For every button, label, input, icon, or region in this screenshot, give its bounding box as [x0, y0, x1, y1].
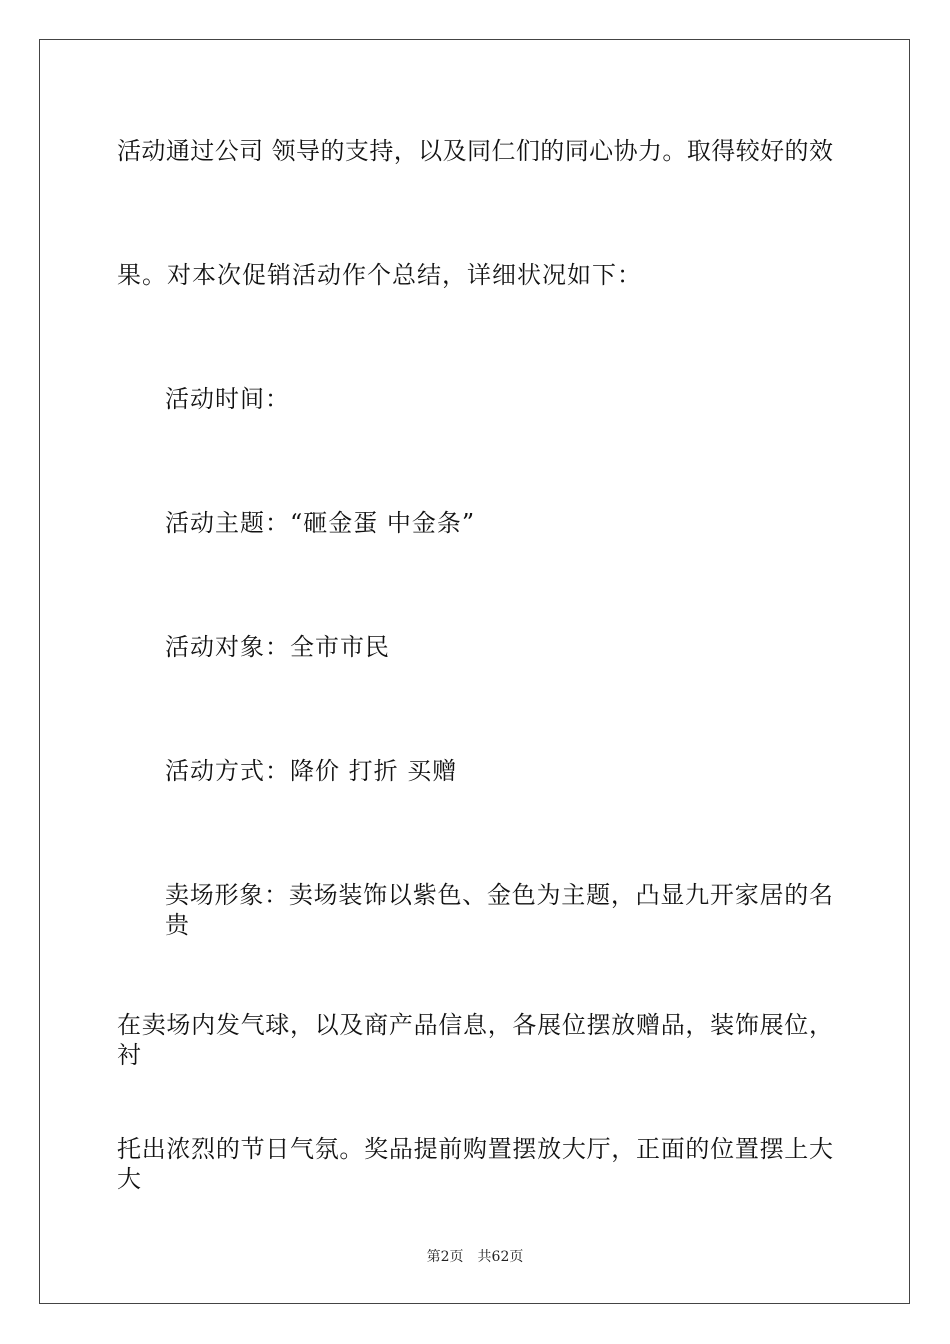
activity-audience-line: 活动对象：全市市民 [165, 633, 390, 661]
store-image-line: 卖场形象：卖场装饰以紫色、金色为主题，凸显九开家居的名贵 [165, 881, 833, 939]
paragraph-line-8: 在卖场内发气球，以及商产品信息，各展位摆放赠品，装饰展位，衬 [117, 1011, 833, 1069]
page-number-footer: 第2页 共62页 [426, 1249, 524, 1265]
paragraph-line-1: 活动通过公司 领导的支持，以及同仁们的同心协力。取得较好的效 [117, 137, 833, 165]
activity-time-line: 活动时间： [165, 385, 290, 413]
paragraph-line-9: 托出浓烈的节日气氛。奖品提前购置摆放大厅，正面的位置摆上大大 [117, 1135, 833, 1193]
activity-method-line: 活动方式：降价 打折 买赠 [165, 757, 458, 785]
paragraph-line-2: 果。对本次促销活动作个总结，详细状况如下： [117, 261, 642, 289]
page-border [39, 39, 910, 1304]
activity-theme-line: 活动主题：“砸金蛋 中金条” [165, 509, 476, 537]
